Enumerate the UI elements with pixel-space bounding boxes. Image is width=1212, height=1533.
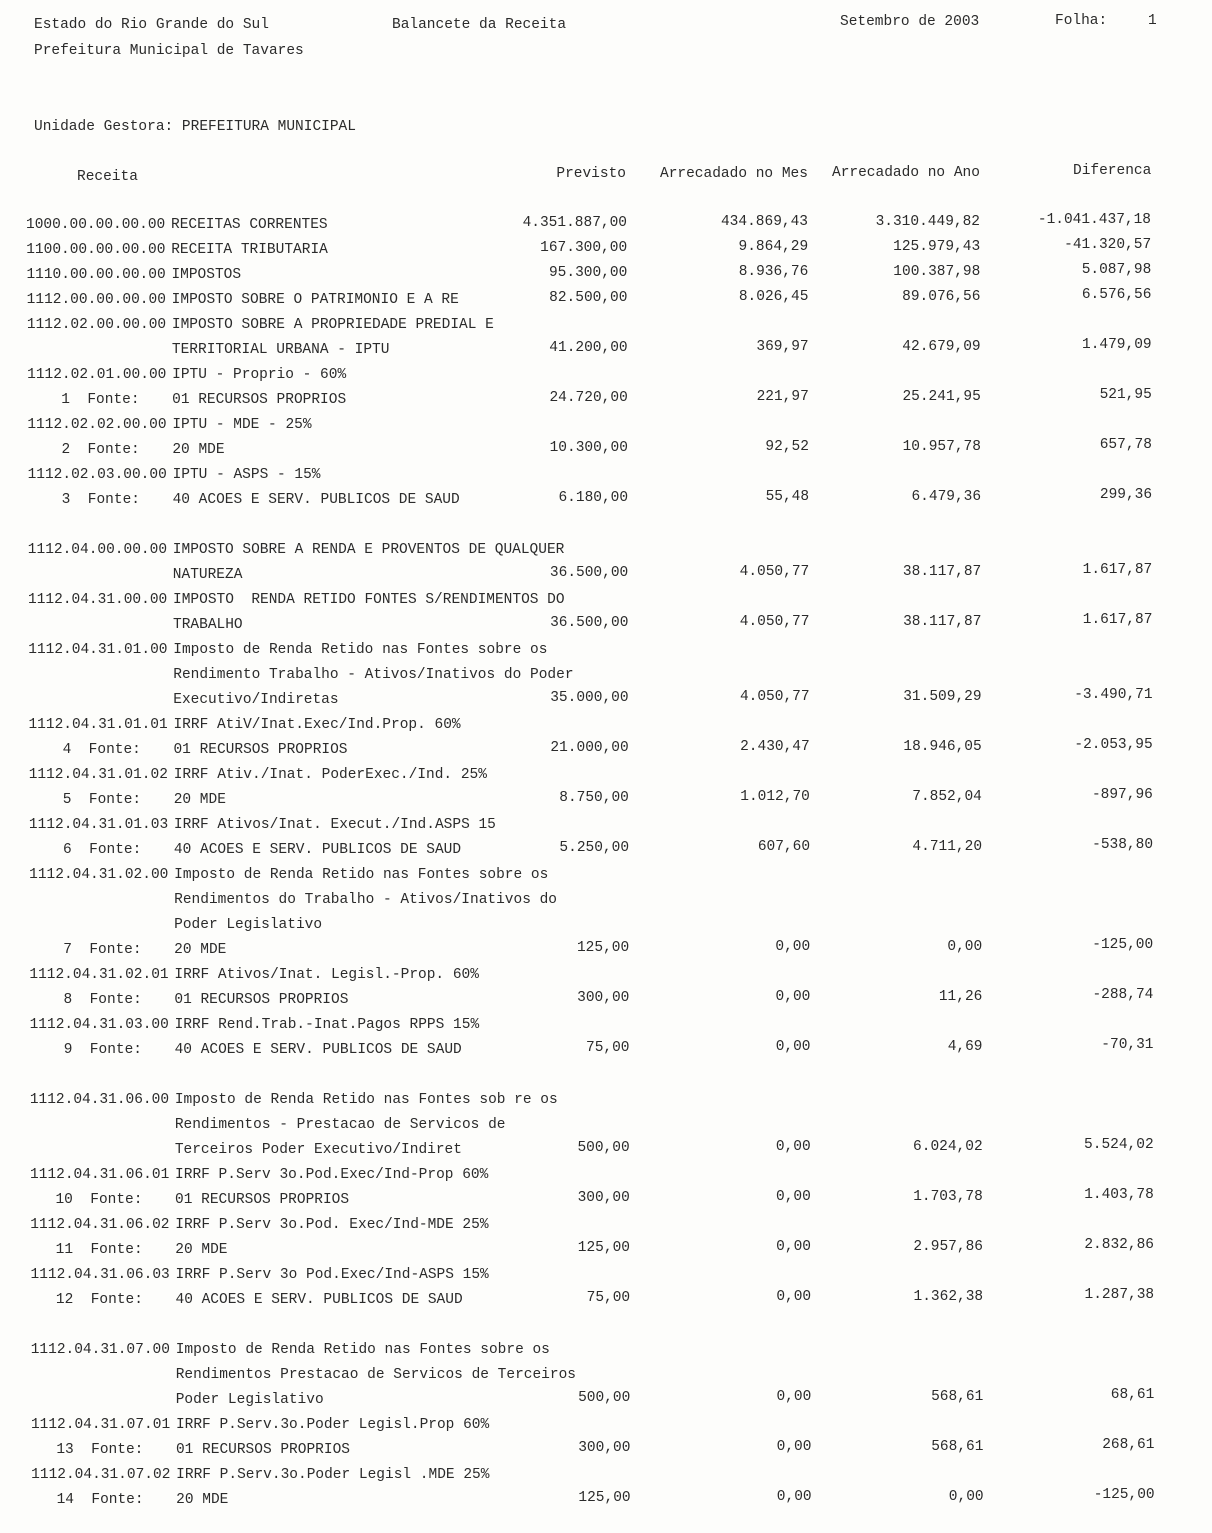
value-previsto: 36.500,00 (549, 565, 629, 581)
row-code: 9 Fonte: (37, 1042, 143, 1058)
value-arrecadado-ano: 3.310.449,82 (875, 214, 980, 230)
value-arrecadado-ano: 100.387,98 (893, 264, 981, 280)
value-previsto: 125,00 (576, 940, 630, 956)
row-description: IRRF Ativos/Inat. Legisl.-Prop. 60% (174, 967, 479, 983)
row-description: TERRITORIAL URBANA - IPTU (171, 342, 390, 358)
value-previsto: 36.500,00 (550, 615, 629, 631)
value-diferenca: 68,61 (1110, 1387, 1155, 1403)
value-previsto: 21.000,00 (550, 740, 629, 756)
value-arrecadado-mes: 4.050,77 (739, 564, 810, 580)
row-description: IPTU - MDE - 25% (172, 417, 312, 433)
row-description: 20 MDE (173, 792, 226, 808)
sheet-number: 1 (1148, 13, 1157, 29)
value-arrecadado-mes: 0,00 (776, 1389, 812, 1405)
value-arrecadado-ano: 38.117,87 (903, 614, 982, 630)
value-previsto: 125,00 (577, 1240, 630, 1256)
value-diferenca: 268,61 (1102, 1437, 1155, 1453)
row-description: Terceiros Poder Executivo/Indiret (174, 1142, 462, 1158)
row-code: 1112.04.00.00.00 (27, 542, 168, 558)
row-description: IMPOSTO SOBRE A PROPRIEDADE PREDIAL E (171, 317, 494, 333)
row-code: 1112.02.01.00.00 (27, 367, 167, 383)
row-description: Rendimento Trabalho - Ativos/Inativos do Poder (173, 667, 574, 683)
row-description: TRABALHO (173, 617, 243, 633)
value-arrecadado-mes: 9.864,29 (738, 239, 809, 255)
value-arrecadado-mes: 0,00 (775, 989, 811, 1005)
value-diferenca: -897,96 (1091, 787, 1153, 803)
value-previsto: 500,00 (577, 1140, 630, 1156)
value-previsto: 41.200,00 (549, 340, 628, 356)
row-description: Poder Legislativo (174, 917, 323, 933)
value-arrecadado-mes: 0,00 (775, 1039, 811, 1055)
value-arrecadado-ano: 6.024,02 (913, 1139, 983, 1155)
row-description: 40 ACOES E SERV. PUBLICOS DE SAUD (175, 1292, 463, 1308)
value-arrecadado-mes: 0,00 (776, 1239, 811, 1255)
value-arrecadado-ano: 6.479,36 (911, 489, 982, 505)
row-code: 4 Fonte: (36, 742, 141, 758)
row-code: 1112.04.31.00.00 (28, 592, 168, 608)
row-code: 1 Fonte: (35, 392, 140, 408)
row-code: 1112.04.31.01.03 (28, 817, 169, 833)
value-arrecadado-mes: 4.050,77 (739, 689, 810, 705)
value-diferenca: 521,95 (1099, 387, 1152, 403)
value-previsto: 4.351.887,00 (522, 215, 627, 231)
row-description: 40 ACOES E SERV. PUBLICOS DE SAUD (174, 1042, 462, 1058)
row-code: 1112.04.31.01.00 (28, 642, 168, 658)
value-previsto: 8.750,00 (559, 790, 629, 806)
value-previsto: 35.000,00 (550, 690, 629, 706)
value-arrecadado-ano: 1.362,38 (913, 1289, 984, 1305)
value-arrecadado-ano: 1.703,78 (913, 1189, 983, 1205)
value-arrecadado-ano: 11,26 (938, 989, 983, 1005)
state-name: Estado do Rio Grande do Sul (34, 17, 269, 33)
row-code: 1112.04.31.07.02 (31, 1467, 171, 1483)
value-diferenca: -288,74 (1092, 987, 1154, 1003)
value-diferenca: -125,00 (1093, 1487, 1155, 1503)
value-arrecadado-mes: 0,00 (776, 1439, 812, 1455)
value-arrecadado-ano: 0,00 (948, 1489, 984, 1505)
row-description: NATUREZA (172, 567, 243, 583)
row-code: 13 Fonte: (38, 1442, 144, 1458)
row-code: 1112.04.31.07.00 (30, 1342, 170, 1358)
row-description: IRRF Ativ./Inat. PoderExec./Ind. 25% (173, 767, 487, 783)
value-arrecadado-ano: 7.852,04 (912, 789, 982, 805)
value-arrecadado-ano: 10.957,78 (902, 439, 981, 455)
value-arrecadado-mes: 0,00 (776, 1189, 811, 1205)
value-arrecadado-mes: 92,52 (765, 439, 809, 455)
value-arrecadado-ano: 125.979,43 (893, 239, 981, 255)
row-description: IMPOSTO SOBRE O PATRIMONIO E A RE (171, 292, 459, 308)
row-description: IRRF P.Serv 3o.Pod.Exec/Ind-Prop 60% (175, 1167, 489, 1183)
value-previsto: 125,00 (578, 1490, 631, 1506)
row-code: 6 Fonte: (36, 842, 142, 858)
value-arrecadado-mes: 1.012,70 (740, 789, 810, 805)
value-diferenca: 2.832,86 (1084, 1237, 1154, 1253)
row-description: IRRF P.Serv.3o.Poder Legisl.Prop 60% (175, 1417, 490, 1433)
row-code: 12 Fonte: (38, 1292, 143, 1308)
row-code: 1112.04.31.06.01 (30, 1167, 170, 1183)
sheet-label: Folha: (1055, 13, 1108, 29)
row-code: 1000.00.00.00.00 (26, 217, 166, 233)
value-previsto: 300,00 (577, 1190, 630, 1206)
value-arrecadado-mes: 607,60 (757, 839, 811, 855)
value-arrecadado-ano: 0,00 (947, 939, 983, 955)
value-arrecadado-mes: 221,97 (756, 389, 809, 405)
row-description: IRRF P.Serv 3o Pod.Exec/Ind-ASPS 15% (175, 1267, 489, 1283)
row-description: 01 RECURSOS PROPRIOS (175, 1192, 350, 1208)
value-diferenca: 5.524,02 (1084, 1137, 1154, 1153)
row-code: 10 Fonte: (38, 1192, 143, 1208)
value-diferenca: 299,36 (1099, 487, 1153, 503)
row-code: 1112.04.31.06.00 (29, 1092, 170, 1108)
value-arrecadado-ano: 31.509,29 (903, 689, 982, 705)
value-diferenca: 1.617,87 (1082, 612, 1153, 628)
value-previsto: 10.300,00 (549, 440, 628, 456)
row-description: 01 RECURSOS PROPRIOS (175, 1442, 350, 1458)
row-description: Imposto de Renda Retido nas Fontes sobre os (174, 867, 549, 883)
row-description: Imposto de Renda Retido nas Fontes sob re os (174, 1092, 558, 1108)
row-code: 1112.04.31.06.02 (30, 1217, 170, 1233)
row-description: 01 RECURSOS PROPRIOS (172, 392, 347, 408)
value-arrecadado-mes: 434.869,43 (720, 214, 808, 230)
row-description: Executivo/Indiretas (173, 692, 339, 708)
row-code: 8 Fonte: (37, 992, 142, 1008)
value-arrecadado-ano: 25.241,95 (902, 389, 981, 405)
row-code: 1112.04.31.02.00 (29, 867, 169, 883)
value-diferenca: -1.041.437,18 (1037, 212, 1151, 228)
row-description: 40 ACOES E SERV. PUBLICOS DE SAUD (173, 842, 462, 858)
column-header-arrecadado-ano: Arrecadado no Ano (832, 165, 980, 181)
column-header-receita: Receita (77, 169, 138, 185)
management-unit: Unidade Gestora: PREFEITURA MUNICIPAL (34, 119, 356, 135)
value-previsto: 24.720,00 (549, 390, 628, 406)
value-diferenca: 5.087,98 (1081, 262, 1152, 278)
row-code: 1112.00.00.00.00 (26, 292, 166, 308)
row-description: IRRF Rend.Trab.-Inat.Pagos RPPS 15% (174, 1017, 480, 1033)
value-arrecadado-mes: 0,00 (776, 1489, 812, 1505)
value-arrecadado-ano: 89.076,56 (902, 289, 981, 305)
row-description: IMPOSTO SOBRE A RENDA E PROVENTOS DE QUALQUER (172, 542, 565, 558)
row-code: 1112.02.03.00.00 (27, 467, 167, 483)
row-code: 1112.02.00.00.00 (26, 317, 167, 333)
value-arrecadado-mes: 0,00 (776, 1289, 812, 1305)
municipality-name: Prefeitura Municipal de Tavares (34, 43, 304, 59)
row-code: 5 Fonte: (36, 792, 142, 808)
value-diferenca: 1.479,09 (1082, 337, 1152, 353)
value-arrecadado-mes: 55,48 (765, 489, 810, 505)
report-period: Setembro de 2003 (840, 14, 980, 30)
row-description: Imposto de Renda Retido nas Fontes sobre os (175, 1342, 550, 1358)
row-description: IRRF Ativos/Inat. Execut./Ind.ASPS 15 (173, 817, 496, 833)
value-arrecadado-mes: 4.050,77 (739, 614, 810, 630)
row-description: 01 RECURSOS PROPRIOS (174, 992, 349, 1008)
row-code: 1100.00.00.00.00 (26, 242, 166, 258)
row-description: IRRF P.Serv 3o.Pod. Exec/Ind-MDE 25% (175, 1217, 489, 1233)
row-code: 1112.04.31.02.01 (29, 967, 169, 983)
row-description: Poder Legislativo (175, 1392, 324, 1408)
value-arrecadado-mes: 8.936,76 (738, 264, 809, 280)
row-description: 20 MDE (176, 1492, 229, 1508)
value-diferenca: -125,00 (1092, 937, 1154, 953)
row-description: 20 MDE (175, 1242, 228, 1258)
row-code: 1112.04.31.01.02 (28, 767, 168, 783)
row-description: IRRF AtiV/Inat.Exec/Ind.Prop. 60% (173, 717, 461, 733)
column-header-arrecadado-mes: Arrecadado no Mes (660, 166, 808, 182)
value-arrecadado-mes: 8.026,45 (738, 289, 809, 305)
value-arrecadado-mes: 0,00 (775, 939, 811, 955)
value-arrecadado-mes: 2.430,47 (740, 739, 810, 755)
value-diferenca: 1.617,87 (1082, 562, 1153, 578)
value-diferenca: -70,31 (1101, 1037, 1154, 1053)
row-code: 1112.04.31.01.01 (28, 717, 168, 733)
value-diferenca: 6.576,56 (1081, 287, 1152, 303)
row-description: 01 RECURSOS PROPRIOS (173, 742, 348, 758)
row-description: Imposto de Renda Retido nas Fontes sobre os (173, 642, 548, 658)
value-previsto: 95.300,00 (548, 265, 628, 281)
column-header-previsto: Previsto (556, 166, 626, 182)
value-diferenca: -538,80 (1092, 837, 1154, 853)
value-arrecadado-ano: 4,69 (947, 1039, 983, 1055)
value-previsto: 500,00 (578, 1390, 631, 1406)
row-description: Rendimentos do Trabalho - Ativos/Inativos do (174, 892, 558, 908)
row-description: IMPOSTOS (171, 267, 242, 283)
value-diferenca: -41.320,57 (1064, 237, 1152, 253)
value-previsto: 82.500,00 (549, 290, 628, 306)
row-description: IRRF P.Serv.3o.Poder Legisl .MDE 25% (176, 1467, 490, 1483)
row-description: Rendimentos Prestacao de Servicos de Terceiros (175, 1367, 576, 1383)
value-previsto: 6.180,00 (558, 490, 629, 506)
value-diferenca: -3.490,71 (1074, 687, 1153, 703)
value-arrecadado-ano: 568,61 (931, 1439, 984, 1455)
row-code: 1112.04.31.06.03 (30, 1267, 170, 1283)
value-previsto: 300,00 (578, 1440, 631, 1456)
row-description: RECEITA TRIBUTARIA (171, 242, 328, 258)
row-description: Rendimentos - Prestacao de Servicos de (174, 1117, 506, 1133)
row-description: IPTU - Proprio - 60% (172, 367, 347, 383)
row-code: 2 Fonte: (35, 442, 140, 458)
row-description: IPTU - ASPS - 15% (172, 467, 321, 483)
value-arrecadado-mes: 0,00 (775, 1139, 811, 1155)
value-previsto: 167.300,00 (540, 240, 628, 256)
value-arrecadado-ano: 18.946,05 (903, 739, 982, 755)
value-previsto: 75,00 (586, 1290, 631, 1306)
row-code: 7 Fonte: (37, 942, 142, 958)
value-arrecadado-ano: 2.957,86 (913, 1239, 983, 1255)
value-arrecadado-ano: 42.679,09 (902, 339, 981, 355)
value-diferenca: -2.053,95 (1074, 737, 1153, 753)
row-description: 20 MDE (172, 442, 225, 458)
row-code: 1112.02.02.00.00 (27, 417, 167, 433)
value-arrecadado-mes: 369,97 (756, 339, 809, 355)
row-code: 3 Fonte: (35, 492, 140, 508)
value-diferenca: 657,78 (1099, 437, 1152, 453)
row-code: 1110.00.00.00.00 (26, 267, 166, 283)
value-arrecadado-ano: 568,61 (931, 1389, 984, 1405)
row-description: RECEITAS CORRENTES (171, 217, 328, 233)
row-code: 11 Fonte: (38, 1242, 143, 1258)
row-code: 1112.04.31.07.01 (30, 1417, 171, 1433)
value-previsto: 75,00 (586, 1040, 630, 1056)
row-code: 14 Fonte: (39, 1492, 144, 1508)
value-diferenca: 1.287,38 (1084, 1287, 1155, 1303)
row-description: IMPOSTO RENDA RETIDO FONTES S/RENDIMENTOS DO (173, 592, 565, 608)
row-description: 20 MDE (174, 942, 227, 958)
value-arrecadado-ano: 4.711,20 (912, 839, 983, 855)
report-title: Balancete da Receita (392, 17, 567, 33)
row-code: 1112.04.31.03.00 (29, 1017, 169, 1033)
value-diferenca: 1.403,78 (1084, 1187, 1154, 1203)
column-header-diferenca: Diferenca (1073, 163, 1152, 179)
value-previsto: 300,00 (577, 990, 630, 1006)
row-description: 40 ACOES E SERV. PUBLICOS DE SAUD (172, 492, 460, 508)
value-arrecadado-ano: 38.117,87 (902, 564, 982, 580)
value-previsto: 5.250,00 (559, 840, 630, 856)
